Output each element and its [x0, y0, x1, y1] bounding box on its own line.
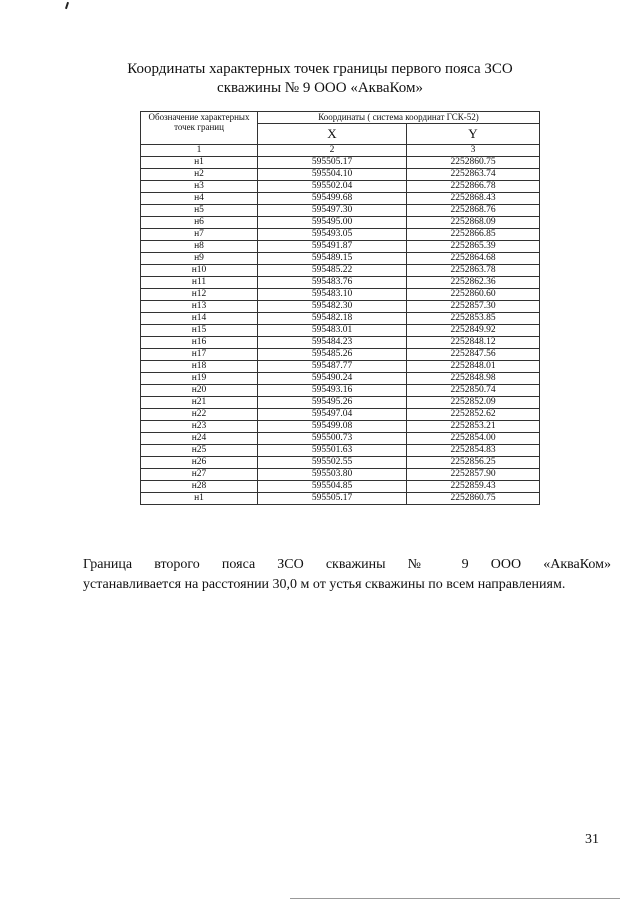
table-row: [141, 241, 540, 253]
y-coordinate-cell: 2252857.30: [407, 301, 540, 313]
y-coordinate-cell: 2252857.90: [407, 469, 540, 481]
table-row: [141, 337, 540, 349]
paragraph-line-2: устанавливается на расстоянии 30,0 м от устья скважины по всем направлениям.: [83, 577, 566, 592]
y-coordinate-cell: 2252866.78: [407, 181, 540, 193]
x-coordinate-cell: 595503.80: [258, 469, 407, 481]
point-name-cell: н18: [141, 361, 258, 373]
table-row: [141, 289, 540, 301]
y-coordinate-cell: 2252860.75: [407, 493, 540, 505]
column-number-2: 2: [258, 145, 407, 157]
x-coordinate-cell: 595505.17: [258, 157, 407, 169]
column-number-3: 3: [407, 145, 540, 157]
x-coordinate-cell: 595495.00: [258, 217, 407, 229]
table-row: [141, 361, 540, 373]
y-coordinate-cell: 2252847.56: [407, 349, 540, 361]
point-name-cell: н8: [141, 241, 258, 253]
table-row: [141, 205, 540, 217]
y-coordinate-cell: 2252863.78: [407, 265, 540, 277]
table-row: [141, 325, 540, 337]
x-coordinate-cell: 595505.17: [258, 493, 407, 505]
y-coordinate-cell: 2252868.43: [407, 193, 540, 205]
table-row: [141, 265, 540, 277]
point-name-cell: н6: [141, 217, 258, 229]
y-coordinate-cell: 2252854.00: [407, 433, 540, 445]
table-row: [141, 445, 540, 457]
point-name-cell: н14: [141, 313, 258, 325]
y-coordinate-cell: 2252863.74: [407, 169, 540, 181]
table-row: [141, 181, 540, 193]
point-name-cell: н7: [141, 229, 258, 241]
y-coordinate-cell: 2252848.98: [407, 373, 540, 385]
x-coordinate-cell: 595483.01: [258, 325, 407, 337]
table-row: [141, 373, 540, 385]
table-row: [141, 217, 540, 229]
y-coordinate-cell: 2252866.85: [407, 229, 540, 241]
second-zone-paragraph: [83, 555, 611, 595]
x-coordinate-cell: 595500.73: [258, 433, 407, 445]
table-row: [141, 157, 540, 169]
y-coordinate-cell: 2252853.85: [407, 313, 540, 325]
y-coordinate-cell: 2252852.09: [407, 397, 540, 409]
table-row: [141, 313, 540, 325]
y-coordinate-cell: 2252854.83: [407, 445, 540, 457]
header-point-name: Обозначение характерных точек границ: [141, 112, 258, 145]
x-coordinate-cell: 595504.85: [258, 481, 407, 493]
x-coordinate-cell: 595483.76: [258, 277, 407, 289]
y-coordinate-cell: 2252859.43: [407, 481, 540, 493]
table-row: [141, 493, 540, 505]
point-name-cell: н9: [141, 253, 258, 265]
y-coordinate-cell: 2252868.09: [407, 217, 540, 229]
x-coordinate-cell: 595482.18: [258, 313, 407, 325]
x-coordinate-cell: 595501.63: [258, 445, 407, 457]
point-name-cell: н1: [141, 157, 258, 169]
x-coordinate-cell: 595485.26: [258, 349, 407, 361]
point-name-cell: н27: [141, 469, 258, 481]
table-row: [141, 469, 540, 481]
point-name-cell: н28: [141, 481, 258, 493]
x-coordinate-cell: 595491.87: [258, 241, 407, 253]
y-coordinate-cell: 2252860.60: [407, 289, 540, 301]
point-name-cell: н2: [141, 169, 258, 181]
x-coordinate-cell: 595484.23: [258, 337, 407, 349]
bottom-rule: [290, 898, 620, 899]
point-name-cell: н16: [141, 337, 258, 349]
table-row: [141, 229, 540, 241]
header-coordinates: Координаты ( система координат ГСК-52): [258, 112, 540, 124]
title-line-2: скважины № 9 ООО «АкваКом»: [217, 80, 423, 96]
point-name-cell: н4: [141, 193, 258, 205]
y-coordinate-cell: 2252850.74: [407, 385, 540, 397]
y-coordinate-cell: 2252864.68: [407, 253, 540, 265]
column-number-1: 1: [141, 145, 258, 157]
table-row: [141, 409, 540, 421]
x-coordinate-cell: 595499.68: [258, 193, 407, 205]
point-name-cell: н3: [141, 181, 258, 193]
table-row: [141, 397, 540, 409]
x-coordinate-cell: 595493.16: [258, 385, 407, 397]
table-row: [141, 169, 540, 181]
y-coordinate-cell: 2252856.25: [407, 457, 540, 469]
y-coordinate-cell: 2252865.39: [407, 241, 540, 253]
x-coordinate-cell: 595504.10: [258, 169, 407, 181]
point-name-cell: н22: [141, 409, 258, 421]
y-coordinate-cell: 2252852.62: [407, 409, 540, 421]
x-coordinate-cell: 595497.30: [258, 205, 407, 217]
table-row: [141, 253, 540, 265]
point-name-cell: н19: [141, 373, 258, 385]
y-coordinate-cell: 2252849.92: [407, 325, 540, 337]
y-coordinate-cell: 2252853.21: [407, 421, 540, 433]
y-coordinate-cell: 2252862.36: [407, 277, 540, 289]
point-name-cell: н15: [141, 325, 258, 337]
table-row: [141, 421, 540, 433]
x-coordinate-cell: 595497.04: [258, 409, 407, 421]
point-name-cell: н5: [141, 205, 258, 217]
title-line-1: Координаты характерных точек границы первого пояса ЗСО: [127, 61, 513, 77]
x-coordinate-cell: 595483.10: [258, 289, 407, 301]
y-coordinate-cell: 2252860.75: [407, 157, 540, 169]
y-coordinate-cell: 2252848.01: [407, 361, 540, 373]
y-coordinate-cell: 2252848.12: [407, 337, 540, 349]
table-row: [141, 481, 540, 493]
table-row: [141, 385, 540, 397]
y-coordinate-cell: 2252868.76: [407, 205, 540, 217]
point-name-cell: н11: [141, 277, 258, 289]
header-y: Y: [407, 124, 540, 145]
point-name-cell: н24: [141, 433, 258, 445]
x-coordinate-cell: 595493.05: [258, 229, 407, 241]
point-name-cell: н10: [141, 265, 258, 277]
point-name-cell: н13: [141, 301, 258, 313]
table-row: [141, 193, 540, 205]
point-name-cell: н23: [141, 421, 258, 433]
x-coordinate-cell: 595502.55: [258, 457, 407, 469]
document-title: [0, 60, 640, 98]
x-coordinate-cell: 595502.04: [258, 181, 407, 193]
point-name-cell: н25: [141, 445, 258, 457]
header-x: X: [258, 124, 407, 145]
page-number: 31: [585, 832, 599, 847]
x-coordinate-cell: 595489.15: [258, 253, 407, 265]
paragraph-line-1: Граница второго пояса ЗСО скважины № 9 ООО «АкваКом»: [83, 557, 611, 572]
x-coordinate-cell: 595485.22: [258, 265, 407, 277]
table-row: [141, 349, 540, 361]
x-coordinate-cell: 595495.26: [258, 397, 407, 409]
table-row: [141, 301, 540, 313]
x-coordinate-cell: 595482.30: [258, 301, 407, 313]
point-name-cell: н20: [141, 385, 258, 397]
coordinates-table: [140, 111, 540, 505]
x-coordinate-cell: 595490.24: [258, 373, 407, 385]
point-name-cell: н26: [141, 457, 258, 469]
x-coordinate-cell: 595499.08: [258, 421, 407, 433]
point-name-cell: н1: [141, 493, 258, 505]
table-row: [141, 457, 540, 469]
scan-mark: [65, 2, 69, 9]
table-row: [141, 433, 540, 445]
table-row: [141, 277, 540, 289]
point-name-cell: н21: [141, 397, 258, 409]
x-coordinate-cell: 595487.77: [258, 361, 407, 373]
point-name-cell: н12: [141, 289, 258, 301]
table-body: [141, 157, 540, 505]
point-name-cell: н17: [141, 349, 258, 361]
